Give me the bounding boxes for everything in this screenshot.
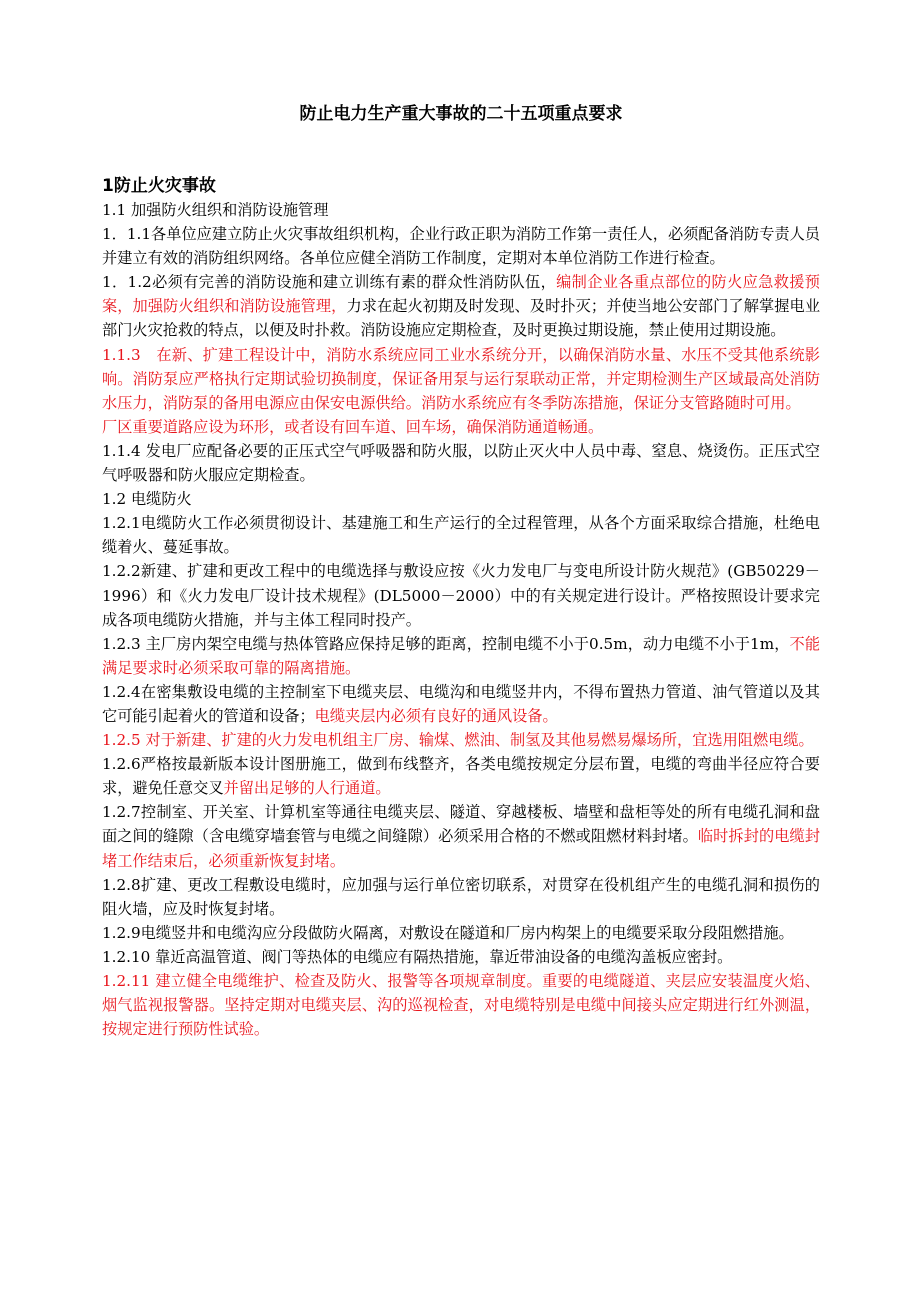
paragraph (102, 680, 820, 728)
paragraph (102, 873, 820, 921)
highlighted-text: 编制企业各重点部位的防火应急救援预案，加强防火组织和消防设施管理， (102, 273, 820, 316)
paragraph-text: 1.2.9电缆竖井和电缆沟应分段做防火隔离，对敷设在隧道和厂房内构架上的电缆要采取分段阻燃措施。 (102, 923, 794, 942)
paragraph (102, 439, 820, 487)
highlighted-text: 临时拆封的电缆封堵工作结束后，必须重新恢复封堵。 (102, 827, 821, 870)
paragraph (102, 222, 820, 270)
paragraph-text: 1.2.1电缆防火工作必须贯彻设计、基建施工和生产运行的全过程管理，从各个方面采取综合措施，杜绝电缆着火、蔓延事故。 (102, 514, 820, 557)
paragraph-text: 1.2.8扩建、更改工程敷设电缆时，应加强与运行单位密切联系，对贯穿在役机组产生的电缆孔洞和损伤的阻火墙，应及时恢复封堵。 (102, 875, 820, 918)
paragraph-text: 1.2.2新建、扩建和更改工程中的电缆选择与敷设应按《火力发电厂与变电所设计防火规范》(GB50229－1996）和《火力发电厂设计技术规程》(DL5000－2000）中的有关规定进行设计。严格按照设计要求完成各项电缆防火措施，并与主体工程同时投产。 (102, 562, 820, 629)
paragraph (102, 752, 820, 800)
highlighted-text: 电缆夹层内必须有良好的通风设备。 (314, 706, 558, 725)
paragraph (102, 343, 820, 415)
paragraph (102, 969, 820, 1041)
paragraph (102, 800, 820, 872)
paragraph-text: 1.2.4在密集敷设电缆的主控制室下电缆夹层、电缆沟和电缆竖井内，不得布置热力管道、油气管道以及其它可能引起着火的管道和设备； (102, 682, 820, 725)
paragraph (102, 511, 820, 559)
highlighted-text: 并留出足够的人行通道。 (223, 779, 391, 798)
highlighted-text: 1.1.3 在新、扩建工程设计中，消防水系统应同工业水系统分开，以确保消防水量、水压不受其他系统影响。消防泵应严格执行定期试验切换制度，保证备用泵与运行泵联动正常，并定期检测生产区域最高处消防水压力，消防泵的备用电源应由保安电源供给。消防水系统应有冬季防冻措施，保证分支管路随时可用。 (102, 345, 820, 412)
paragraph-text: 1．1.1各单位应建立防止火灾事故组织机构，企业行政正职为消防工作第一责任人，必须配备消防专责人员并建立有效的消防组织网络。各单位应健全消防工作制度，定期对本单位消防工作进行检查。 (102, 225, 820, 268)
paragraph (102, 945, 820, 969)
paragraph (102, 632, 820, 680)
highlighted-text: 1.2.11 建立健全电缆维护、检查及防火、报警等各项规章制度。重要的电缆隧道、夹层应安装温度火焰、烟气监视报警器。坚持定期对电缆夹层、沟的巡视检查，对电缆特别是电缆中间接头应定期进行红外测温，按规定进行预防性试验。 (102, 972, 820, 1039)
paragraph-text: 1.1.4 发电厂应配备必要的正压式空气呼吸器和防火服，以防止灭火中人员中毒、窒息、烧烫伤。正压式空气呼吸器和防火服应定期检查。 (102, 441, 820, 485)
paragraph (102, 270, 820, 342)
paragraph-text: 1.2 电缆防火 (102, 490, 192, 509)
paragraph-text: 1.2.3 主厂房内架空电缆与热体管路应保持足够的距离，控制电缆不小于0.5m，动力电缆不小于1m， (102, 634, 790, 653)
paragraph (102, 487, 820, 511)
paragraph-text: 1.2.10 靠近高温管道、阀门等热体的电缆应有隔热措施，靠近带油设备的电缆沟盖板应密封。 (102, 947, 733, 966)
paragraph (102, 198, 820, 222)
paragraph-text: 1.2.7控制室、开关室、计算机室等通往电缆夹层、隧道、穿越楼板、墙壁和盘柜等处的所有电缆孔洞和盘面之间的缝隙（含电缆穿墙套管与电缆之间缝隙）必须采用合格的不燃或阻燃材料封堵。 (102, 803, 820, 846)
document-title: 防止电力生产重大事故的二十五项重点要求 (299, 104, 623, 124)
highlighted-text: 厂区重要道路应设为环形，或者设有回车道、回车场，确保消防通道畅通。 (102, 417, 604, 436)
paragraph (102, 415, 820, 439)
document-body (102, 198, 820, 1041)
paragraph-text: 力求在起火初期及时发现、及时扑灭；并使当地公安部门了解掌握电业部门火灾抢救的特点，以便及时扑救。消防设施应定期检查，及时更换过期设施，禁止使用过期设施。 (102, 297, 821, 340)
paragraph-text: 1．1.2必须有完善的消防设施和建立训练有素的群众性消防队伍， (102, 273, 557, 292)
paragraph (102, 728, 820, 752)
paragraph (102, 921, 820, 945)
paragraph-text: 1.2.6严格按最新版本设计图册施工，做到布线整齐，各类电缆按规定分层布置，电缆的弯曲半径应符合要求，避免任意交叉 (102, 755, 820, 798)
highlighted-text: 1.2.5 对于新建、扩建的火力发电机组主厂房、输煤、燃油、制氢及其他易燃易爆场所，宜选用阻燃电缆。 (102, 731, 814, 750)
paragraph (102, 559, 820, 631)
paragraph-text: 1.1 加强防火组织和消防设施管理 (102, 201, 329, 219)
section-heading: 1防止火灾事故 (102, 176, 216, 196)
highlighted-text: 不能满足要求时必须采取可靠的隔离措施。 (102, 634, 821, 677)
